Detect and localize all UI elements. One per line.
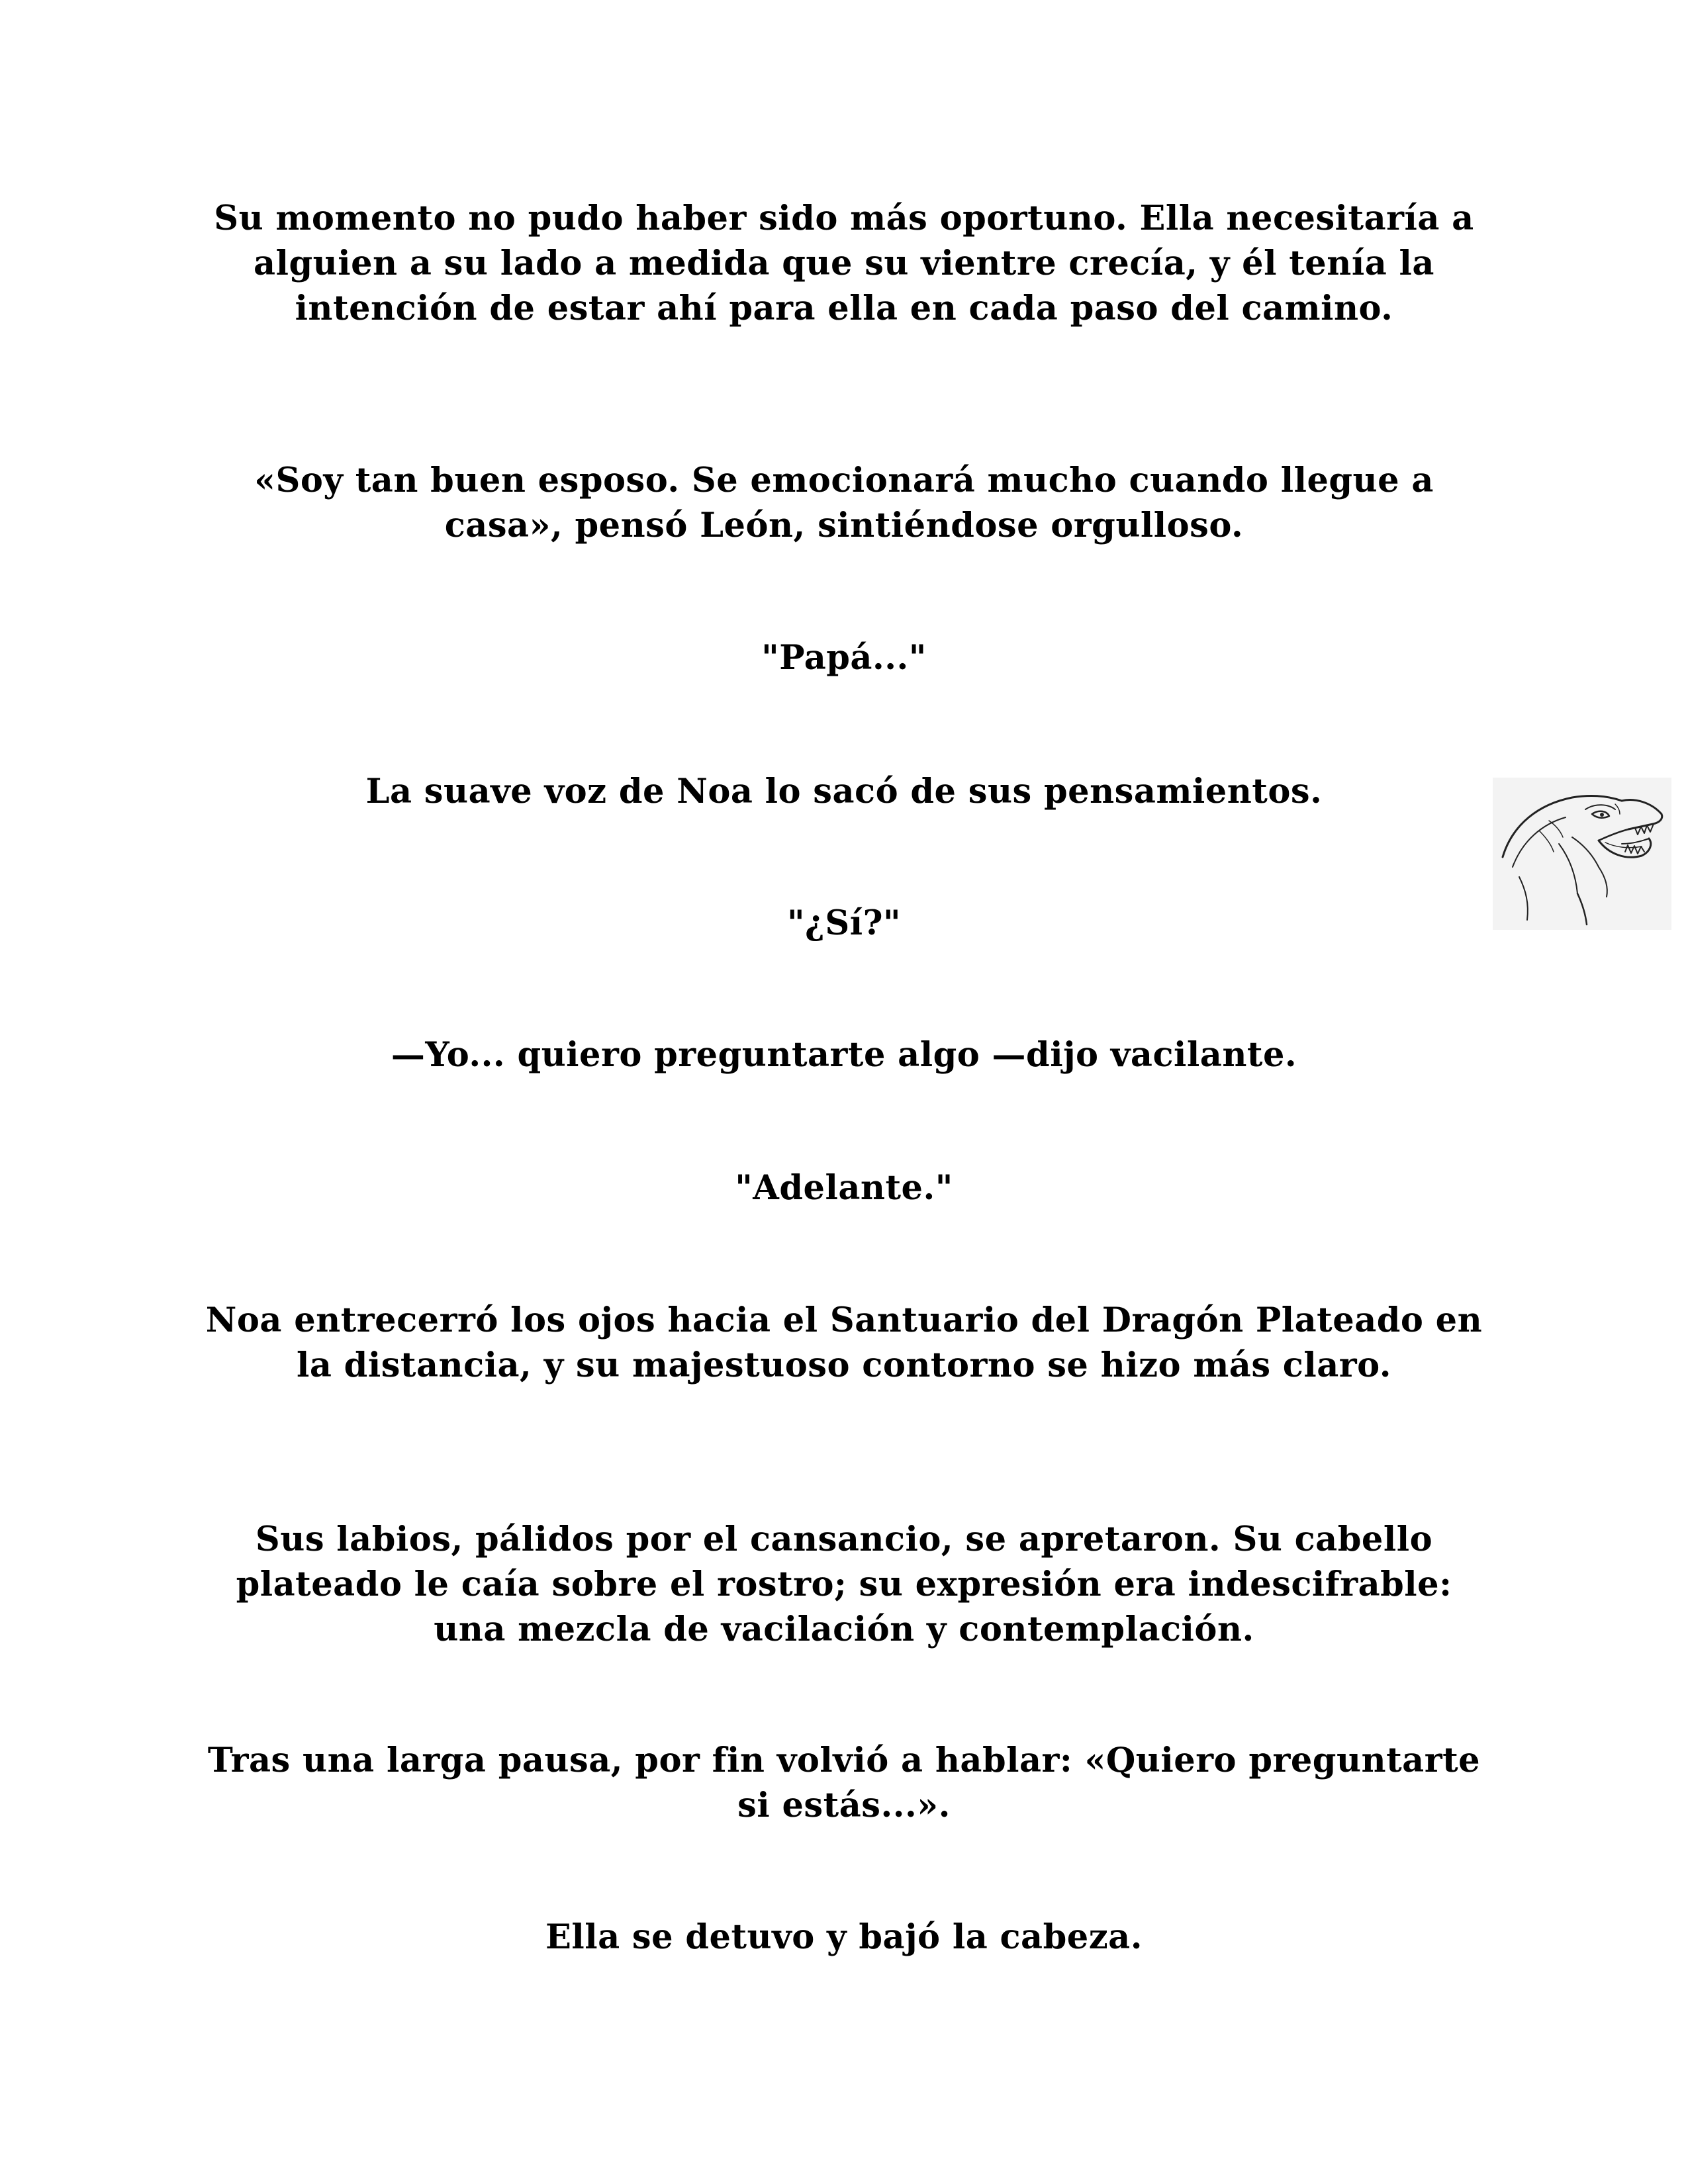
paragraph-2: «Soy tan buen esposo. Se emocionará mucho cuando llegue a casa», pensó León, sintiéndose orgulloso. [254,461,1434,545]
paragraph-10: Tras una larga pausa, por fin volvió a hablar: «Quiero preguntarte si estás...». [207,1741,1481,1825]
paragraph-4: La suave voz de Noa lo sacó de sus pensamientos. [365,772,1323,811]
paragraph-9: Sus labios, pálidos por el cansancio, se apretaron. Su cabello plateado le caía sobre el rostro; su expresión era indescifrable: una mezcla de vacilación y contemplación. [236,1520,1452,1649]
paragraph-7: "Adelante." [735,1168,953,1208]
paragraph-5: "¿Sí?" [786,903,902,943]
paragraph-3: "Papá..." [761,638,927,678]
dinosaur-sketch-icon [1493,778,1671,930]
paragraph-11: Ella se detuvo y bajó la cabeza. [545,1917,1143,1957]
paragraph-6: —Yo... quiero preguntarte algo —dijo vacilante. [391,1035,1297,1075]
paragraph-1: Su momento no pudo haber sido más oportuno. Ella necesitaría a alguien a su lado a medida que su vientre crecía, y él tenía la intención de estar ahí para ella en cada paso del camino. [214,199,1474,328]
paragraph-8: Noa entrecerró los ojos hacia el Santuario del Dragón Plateado en la distancia, y su majestuoso contorno se hizo más claro. [205,1300,1483,1385]
